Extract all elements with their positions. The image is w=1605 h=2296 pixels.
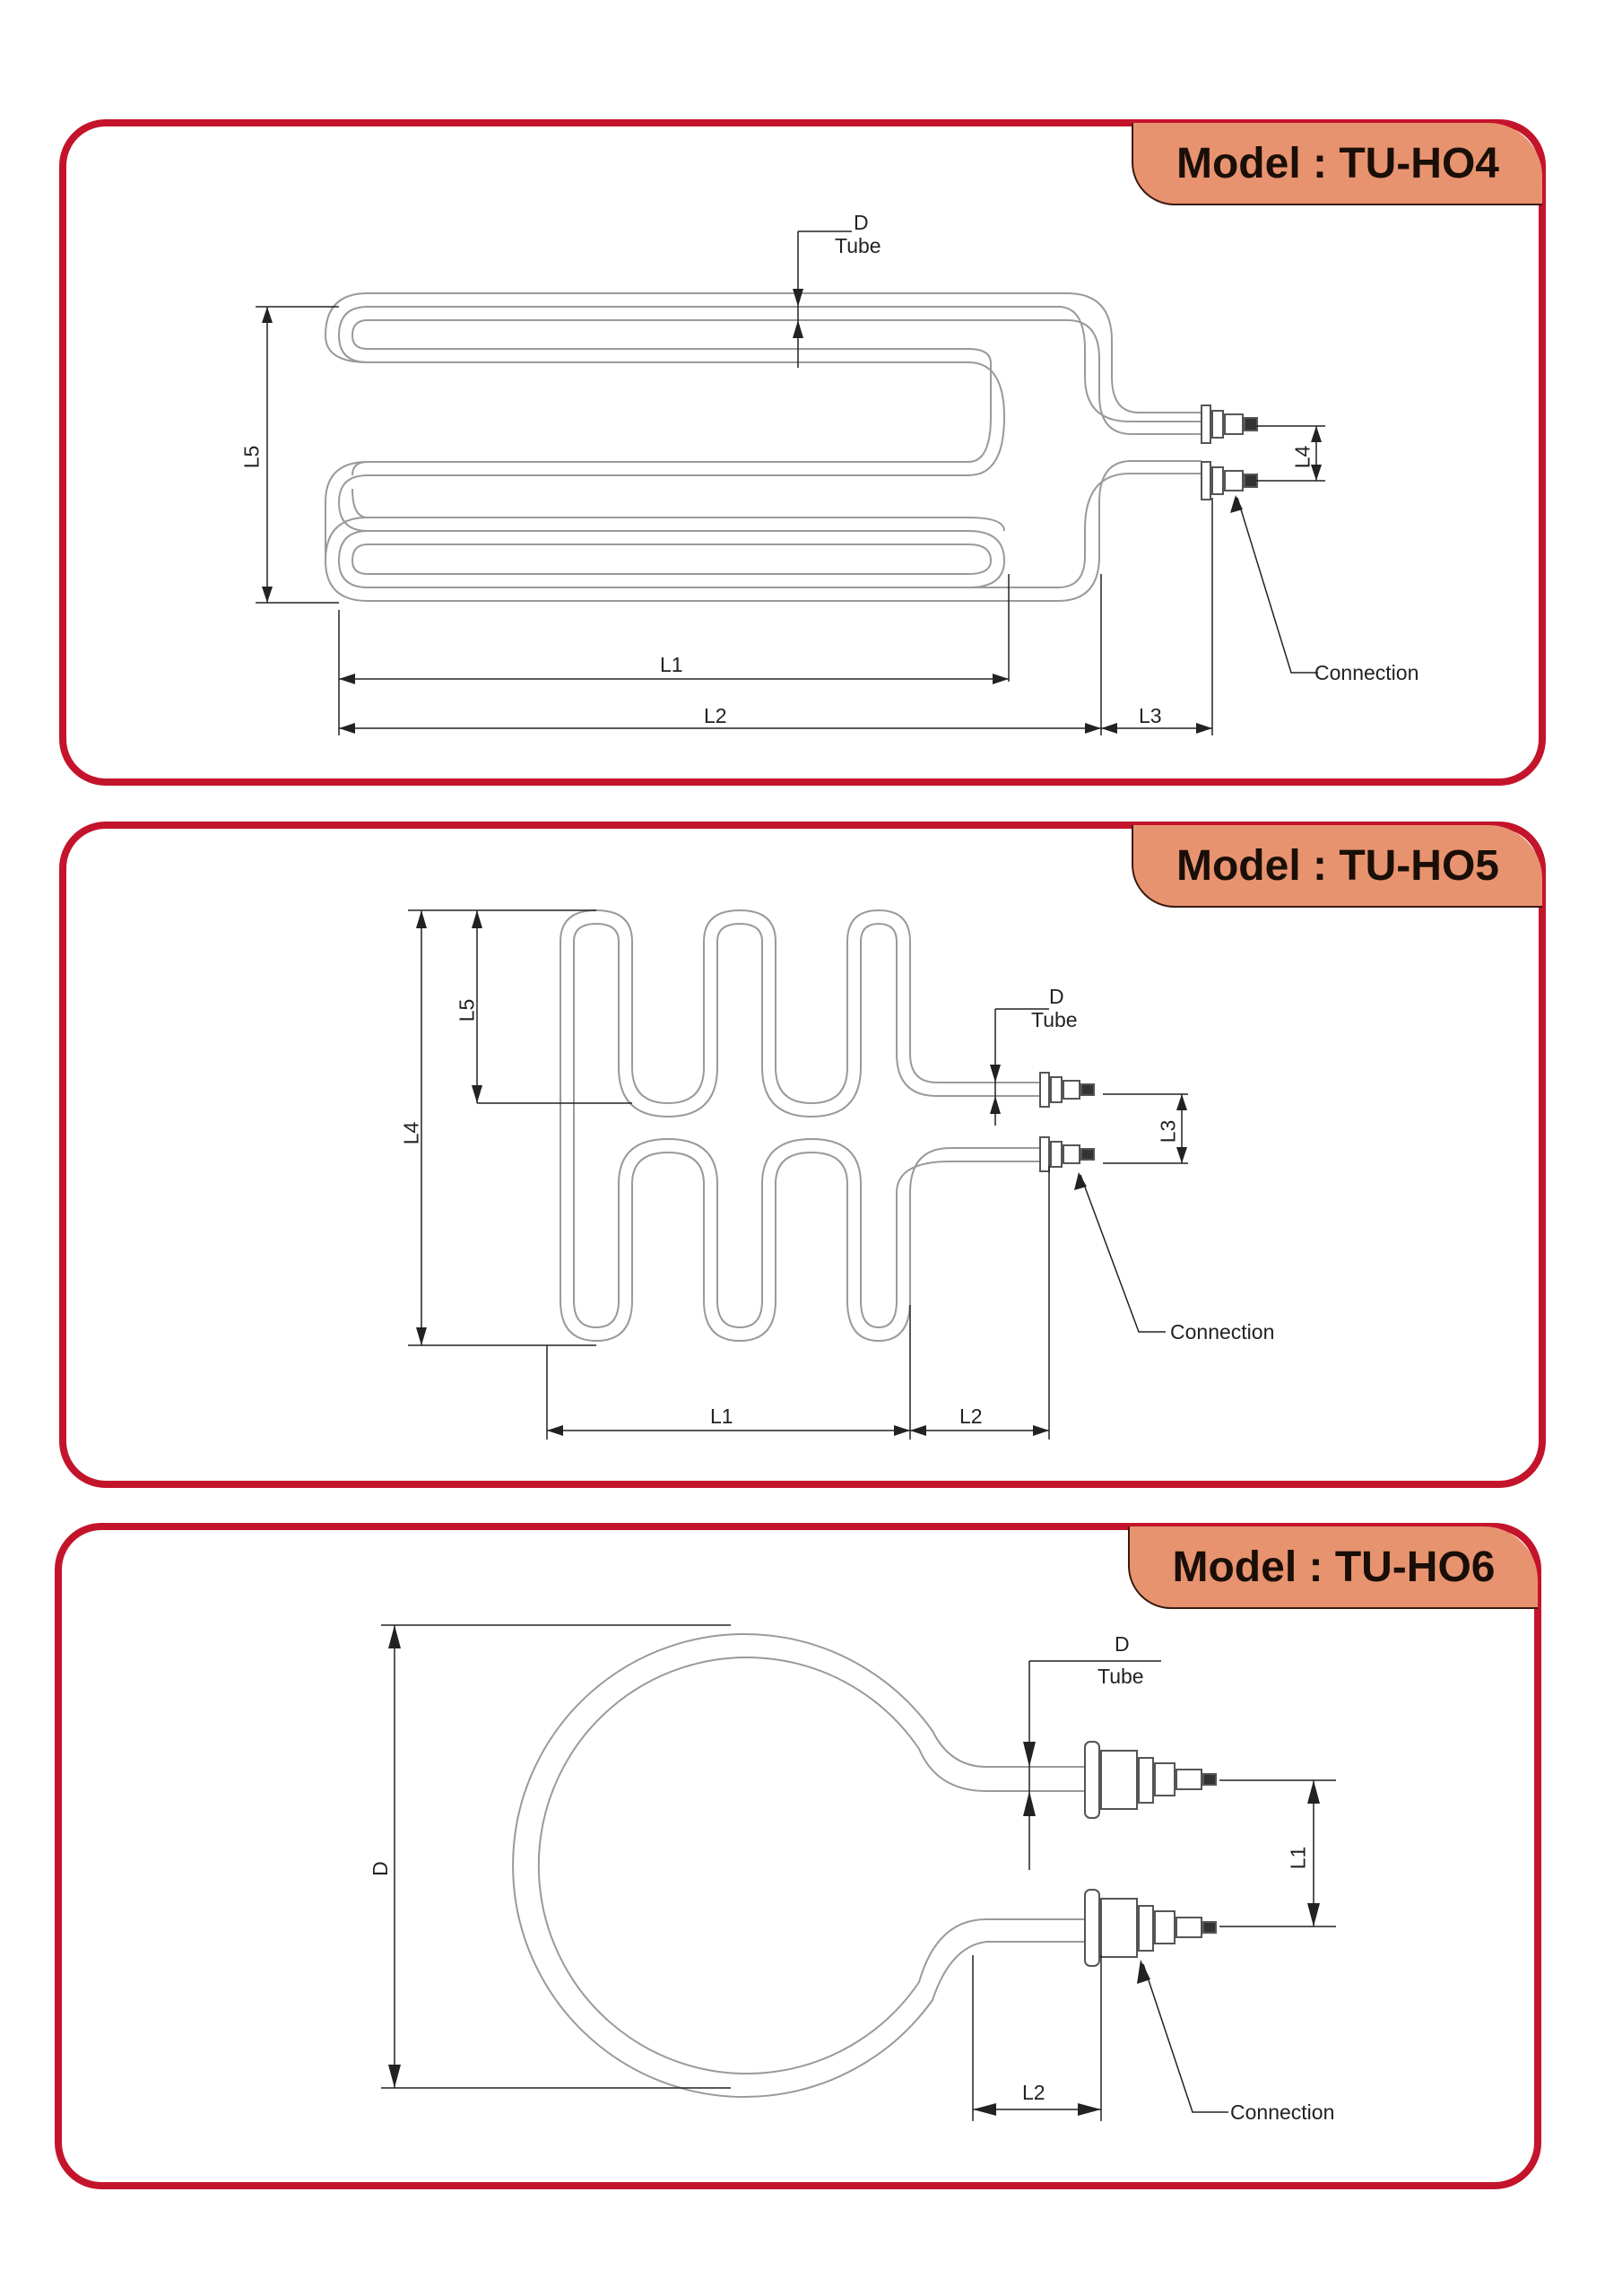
label-l2-1: L2 bbox=[704, 704, 727, 727]
label-tube-1: Tube bbox=[835, 234, 881, 257]
label-l5-2: L5 bbox=[455, 998, 479, 1022]
label-connection-1: Connection bbox=[1314, 661, 1419, 684]
label-connection-2: Connection bbox=[1170, 1320, 1275, 1344]
label-d-1: D bbox=[854, 211, 869, 234]
model-badge-2: Model : TU-HO5 bbox=[1132, 825, 1542, 908]
label-tube-3: Tube bbox=[1097, 1665, 1144, 1688]
label-l1-3: L1 bbox=[1286, 1846, 1310, 1870]
label-l3-2: L3 bbox=[1156, 1119, 1180, 1144]
label-l3-1: L3 bbox=[1139, 704, 1162, 727]
label-l5-1: L5 bbox=[239, 445, 264, 469]
label-l2-3: L2 bbox=[1022, 2081, 1045, 2104]
connector-top-3 bbox=[1085, 1742, 1216, 1818]
label-l1-1: L1 bbox=[660, 653, 683, 676]
model-badge-3: Model : TU-HO6 bbox=[1128, 1526, 1538, 1609]
label-l4-1: L4 bbox=[1290, 445, 1314, 469]
label-l4-2: L4 bbox=[399, 1121, 423, 1145]
heating-element-drawing-3 bbox=[513, 1634, 1089, 2097]
dimension-arrows-3 bbox=[388, 1625, 1320, 2116]
label-l2-2: L2 bbox=[959, 1405, 983, 1428]
label-tube-2: Tube bbox=[1031, 1008, 1078, 1031]
model-badge-1: Model : TU-HO4 bbox=[1132, 123, 1542, 205]
label-d-overall-3: D bbox=[368, 1861, 392, 1876]
label-l1-2: L1 bbox=[710, 1405, 733, 1428]
label-d-3: D bbox=[1115, 1632, 1130, 1656]
connector-bottom-3 bbox=[1085, 1890, 1216, 1966]
dimension-lines-3 bbox=[381, 1625, 1336, 2124]
label-connection-3: Connection bbox=[1230, 2100, 1335, 2124]
label-d-2: D bbox=[1049, 985, 1064, 1008]
